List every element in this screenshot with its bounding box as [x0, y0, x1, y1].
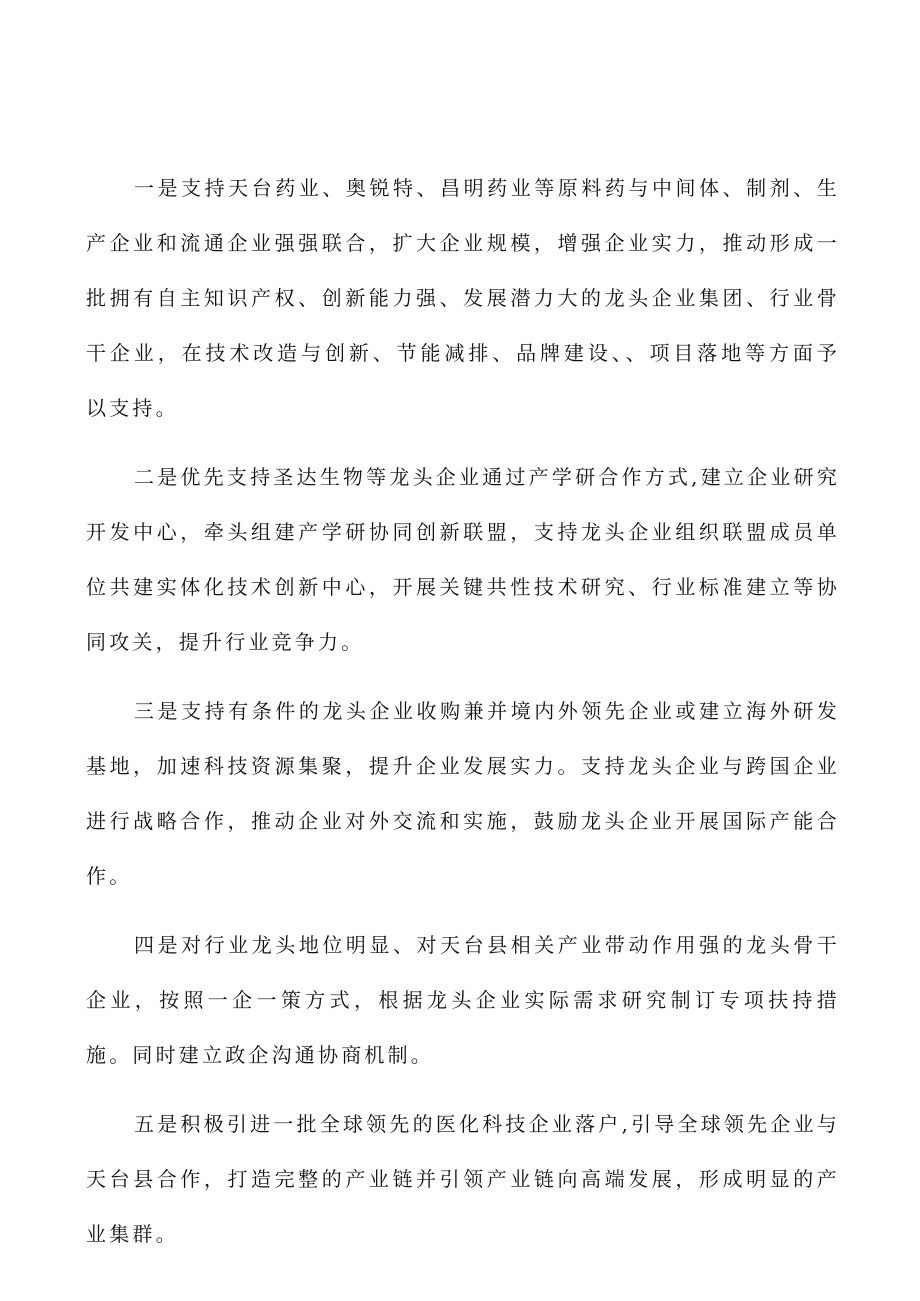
paragraph-1: 一是支持天台药业、奥锐特、昌明药业等原料药与中间体、制剂、生产企业和流通企业强强联合，扩大企业规模，增强企业实力，推动形成一批拥有自主知识产权、创新能力强、发展潜力大的龙头企业集团、行业骨干企业，在技术改造与创新、节能减排、品牌建设、、项目落地等方面予以支持。	[86, 176, 840, 420]
paragraph-5: 五是积极引进一批全球领先的医化科技企业落户,引导全球领先企业与天台县合作，打造完整的产业链并引领产业链向高端发展，形成明显的产业集群。	[86, 1112, 840, 1246]
paragraph-2: 二是优先支持圣达生物等龙头企业通过产学研合作方式,建立企业研究开发中心，牵头组建产学研协同创新联盟，支持龙头企业组织联盟成员单位共建实体化技术创新中心，开展关键共性技术研究、行业标准建立等协同攻关，提升行业竞争力。	[86, 465, 840, 654]
paragraph-3: 三是支持有条件的龙头企业收购兼并境内外领先企业或建立海外研发基地，加速科技资源集聚，提升企业发展实力。支持龙头企业与跨国企业进行战略合作，推动企业对外交流和实施，鼓励龙头企业开展国际产能合作。	[86, 699, 840, 888]
document-body	[86, 161, 840, 1276]
paragraph-4: 四是对行业龙头地位明显、对天台县相关产业带动作用强的龙头骨干企业，按照一企一策方式，根据龙头企业实际需求研究制订专项扶持措施。同时建立政企沟通协商机制。	[86, 933, 840, 1067]
